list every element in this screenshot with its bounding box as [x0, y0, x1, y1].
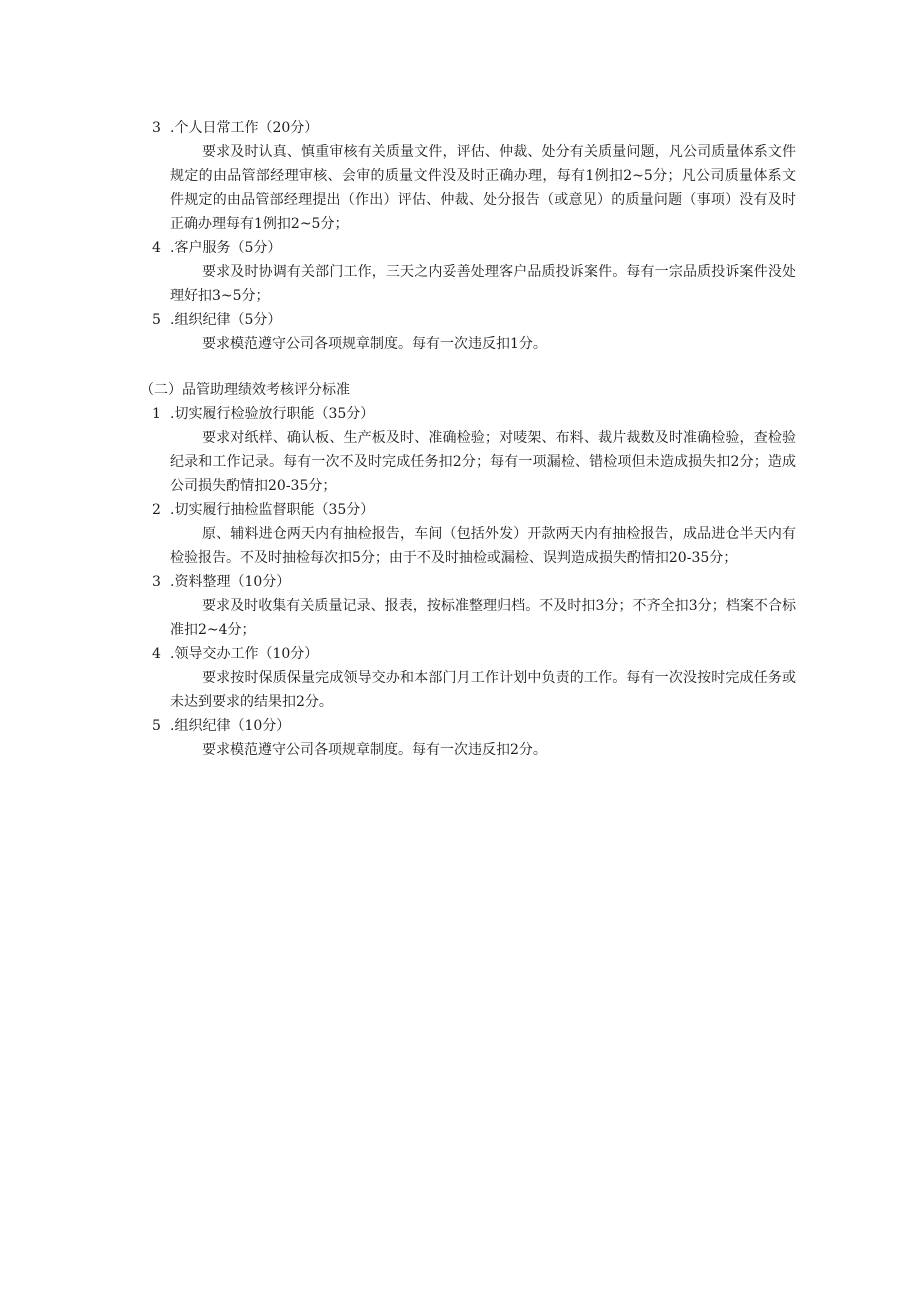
section2-item-2	[146, 498, 796, 570]
item-number: 1	[152, 406, 161, 422]
item-heading	[146, 714, 796, 738]
item-label: .客户服务（5分）	[170, 240, 282, 256]
item-label: .切实履行检验放行职能（35分）	[170, 406, 375, 422]
item-number: 3	[152, 120, 161, 136]
item-description: 要求及时认真、慎重审核有关质量文件，评估、仲裁、处分有关质量问题，凡公司质量体系文件规定的由品管部经理审核、会审的质量文件没及时正确办理，每有1例扣2~5分；凡公司质量体系文件规定的由品管部经理提出（作出）评估、仲裁、处分报告（或意见）的质量问题（事项）没有及时正确办理每有1例扣2~5分；	[170, 144, 796, 232]
item-number: 4	[152, 240, 161, 256]
section1-item-5	[146, 308, 796, 356]
section1-item-3	[146, 116, 796, 236]
section2-item-3	[146, 570, 796, 642]
item-label: .组织纪律（5分）	[170, 312, 282, 328]
item-label: .组织纪律（10分）	[170, 718, 291, 734]
item-description: 要求模范遵守公司各项规章制度。每有一次违反扣1分。	[202, 336, 547, 352]
item-description: 要求及时协调有关部门工作，三天之内妥善处理客户品质投诉案件。每有一宗品质投诉案件没处理好扣3~5分；	[170, 264, 796, 304]
item-label: .资料整理（10分）	[170, 574, 291, 590]
item-number: 3	[152, 574, 161, 590]
item-label: .个人日常工作（20分）	[170, 120, 319, 136]
item-heading	[146, 402, 796, 426]
item-number: 5	[152, 718, 161, 734]
item-heading	[146, 116, 796, 140]
item-description: 要求对纸样、确认板、生产板及时、准确检验；对唛架、布料、裁片裁数及时准确检验，查检验纪录和工作记录。每有一次不及时完成任务扣2分；每有一项漏检、错检项但未造成损失扣2分；造成公司损失酌情扣20-35分；	[170, 430, 796, 494]
item-heading	[146, 498, 796, 522]
item-description: 要求及时收集有关质量记录、报表，按标准整理归档。不及时扣3分；不齐全扣3分；档案不合标准扣2~4分；	[170, 598, 796, 638]
item-heading	[146, 642, 796, 666]
item-label: .切实履行抽检监督职能（35分）	[170, 502, 375, 518]
section2-item-4	[146, 642, 796, 714]
item-description: 原、辅料进仓两天内有抽检报告，车间（包括外发）开款两天内有抽检报告，成品进仓半天内有检验报告。不及时抽检每次扣5分；由于不及时抽检或漏检、误判造成损失酌情扣20-35分；	[170, 526, 796, 566]
item-heading	[146, 236, 796, 260]
item-heading	[146, 308, 796, 332]
item-label: .领导交办工作（10分）	[170, 646, 319, 662]
section2-title: （二）品管助理绩效考核评分标准	[140, 382, 350, 398]
section2-item-1	[146, 402, 796, 498]
item-number: 4	[152, 646, 161, 662]
section2-item-5	[146, 714, 796, 762]
item-number: 2	[152, 502, 161, 518]
item-heading	[146, 570, 796, 594]
section1-item-4	[146, 236, 796, 308]
item-description: 要求模范遵守公司各项规章制度。每有一次违反扣2分。	[202, 742, 547, 758]
item-description: 要求按时保质保量完成领导交办和本部门月工作计划中负责的工作。每有一次没按时完成任务或未达到要求的结果扣2分。	[170, 670, 796, 710]
item-number: 5	[152, 312, 161, 328]
document-body	[140, 116, 796, 762]
